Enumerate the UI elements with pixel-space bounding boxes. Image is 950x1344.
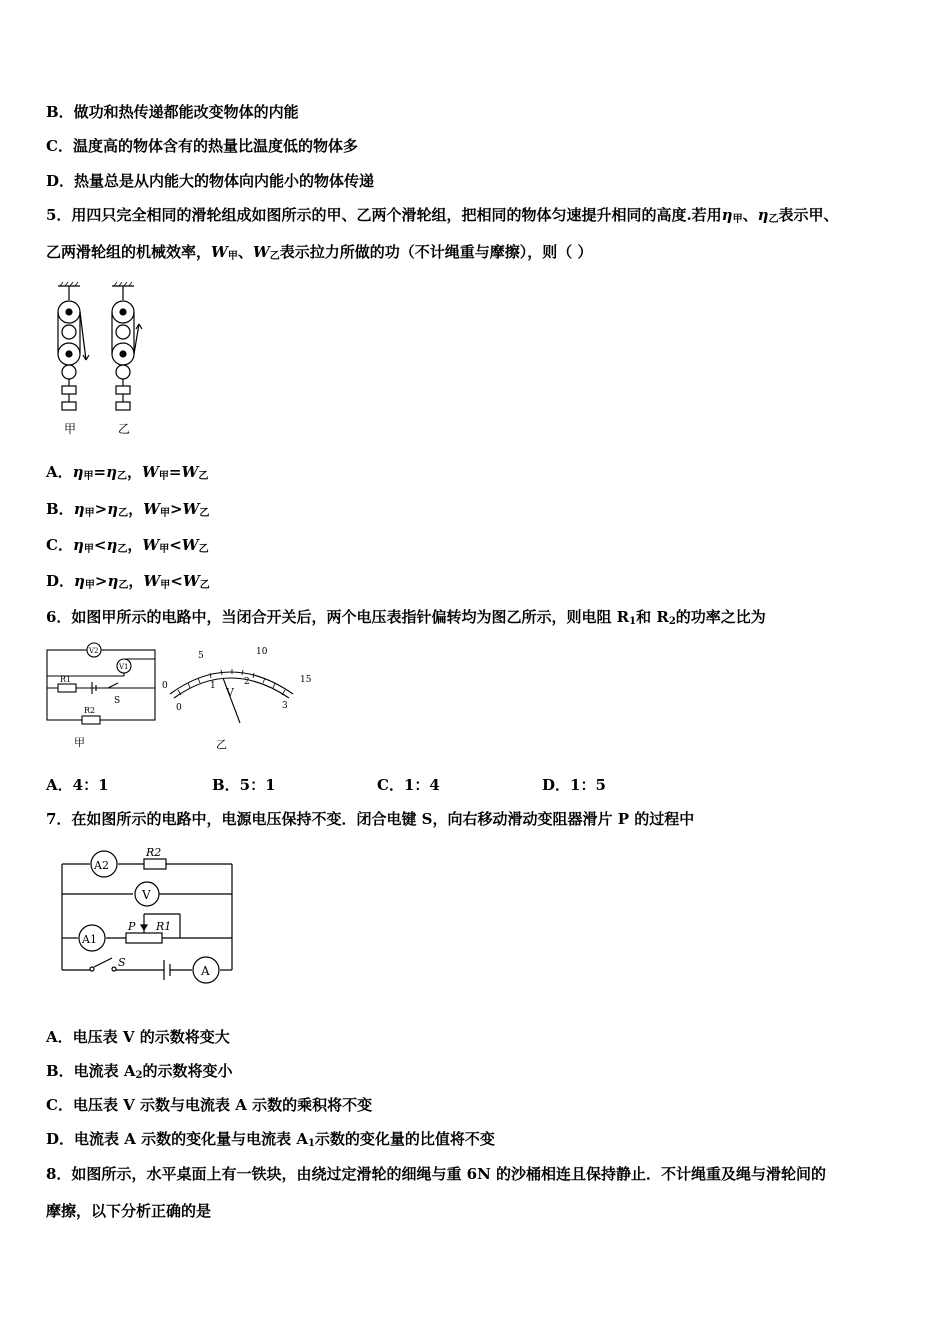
switch-s-label: S — [114, 696, 121, 706]
dial-bottom-tick-3: 3 — [282, 701, 288, 711]
pulley-label-yi: 乙 — [118, 422, 131, 436]
q4-option-d: D．热量总是从内能大的物体向内能小的物体传递 — [46, 172, 375, 190]
q8-stem-line2: 摩擦，以下分析正确的是 — [46, 1202, 212, 1220]
ammeter-a2-label: A2 — [94, 859, 109, 872]
q5-stem-line2: 乙两滑轮组的机械效率，$W_甲$、$W_乙$表示拉力所做的功（不计绳重与摩擦），则（ ） — [46, 243, 593, 262]
slider-p-label: P — [128, 920, 136, 933]
ammeter-a-label: A — [201, 964, 210, 978]
voltmeter-v-label: V — [142, 888, 151, 902]
dial-top-tick-10: 10 — [256, 647, 268, 657]
voltmeter-v2-label: V2 — [89, 647, 99, 655]
q5-stem-line1: 5．用四只完全相同的滑轮组成如图所示的甲、乙两个滑轮组，把相同的物体匀速提升相同的高度.若用$\eta_甲$、$\eta_乙$表示甲、 — [46, 206, 839, 225]
q7-option-d: D．电流表 A 示数的变化量与电流表 $A_1$示数的变化量的比值将不变 — [46, 1130, 495, 1149]
q6-option-b: B．5：1 — [212, 776, 276, 794]
resistor-r2-label: R2 — [146, 846, 162, 859]
dial-bottom-tick-1: 1 — [210, 681, 216, 691]
q6-voltmeter-dial-figure — [158, 638, 318, 753]
dial-top-tick-15: 15 — [300, 675, 312, 685]
dial-unit-v: V — [226, 686, 234, 699]
dial-bottom-tick-2: 2 — [244, 677, 250, 687]
q5-option-c: C．$\eta_甲<\eta_乙$，$W_甲<W_乙$ — [46, 536, 209, 555]
q7-circuit-figure — [56, 842, 241, 987]
q7-option-c: C．电压表 V 示数与电流表 A 示数的乘积将不变 — [46, 1096, 373, 1114]
pulley-label-jia: 甲 — [64, 422, 77, 436]
dial-bottom-zero: 0 — [176, 703, 182, 713]
circuit-label-jia: 甲 — [74, 736, 85, 749]
q8-stem-line1: 8．如图所示，水平桌面上有一铁块，由绕过定滑轮的细绳与重 6N 的沙桶相连且保持静止．不计绳重及绳与滑轮间的 — [46, 1165, 827, 1183]
resistor-r1-label: R1 — [156, 920, 172, 933]
q6-option-a: A．4：1 — [46, 776, 109, 794]
q5-option-a: A．$\eta_甲=\eta_乙$，$W_甲=W_乙$ — [46, 463, 209, 482]
dial-label-yi: 乙 — [216, 738, 227, 751]
q5-option-b: B．$\eta_甲>\eta_乙$，$W_甲>W_乙$ — [46, 500, 210, 519]
q4-option-b: B．做功和热传递都能改变物体的内能 — [46, 103, 299, 121]
q7-stem: 7．在如图所示的电路中，电源电压保持不变．闭合电键 S，向右移动滑动变阻器滑片 P 的过程中 — [46, 810, 695, 828]
q5-option-d: D．$\eta_甲>\eta_乙$，$W_甲<W_乙$ — [46, 572, 210, 591]
q6-option-c: C．1：4 — [377, 776, 440, 794]
q6-stem: 6．如图甲所示的电路中，当闭合开关后，两个电压表指针偏转均为图乙所示，则电阻 $R_1$和 $R_2$的功率之比为 — [46, 608, 766, 627]
switch-s-label: S — [118, 956, 126, 969]
ammeter-a1-label: A1 — [82, 933, 97, 946]
q6-circuit-figure — [44, 638, 159, 753]
dial-top-zero: 0 — [162, 681, 168, 691]
dial-top-tick-5: 5 — [198, 651, 204, 661]
q6-option-d: D．1：5 — [542, 776, 606, 794]
resistor-r1-label: R1 — [60, 675, 72, 684]
resistor-r2-label: R2 — [84, 706, 96, 715]
q4-option-c: C．温度高的物体含有的热量比温度低的物体多 — [46, 137, 358, 155]
q7-option-b: B．电流表 $A_2$的示数将变小 — [46, 1062, 233, 1081]
pulley-system-figure — [44, 280, 154, 440]
q7-option-a: A．电压表 V 的示数将变大 — [46, 1028, 230, 1046]
voltmeter-v1-label: V1 — [119, 663, 129, 671]
